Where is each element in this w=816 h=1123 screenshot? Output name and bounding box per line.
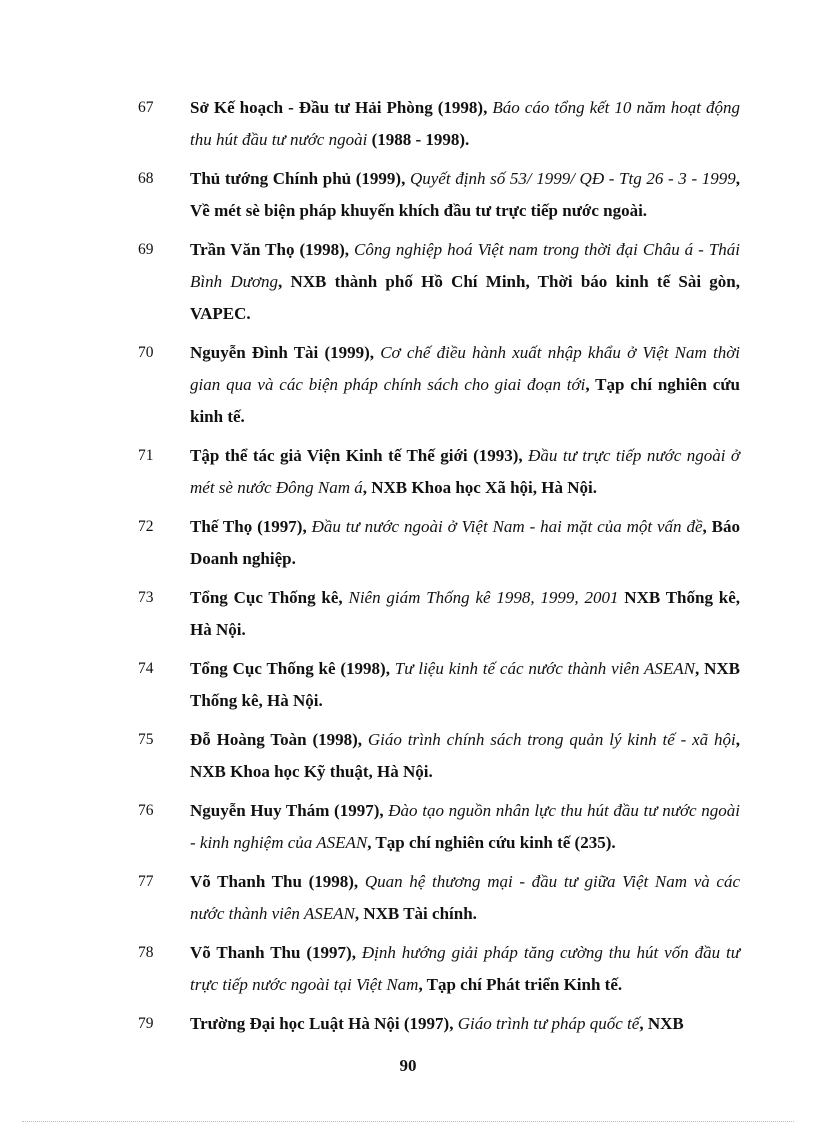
reference-text: [190, 724, 740, 788]
reference-item: [138, 582, 740, 646]
reference-item: [138, 866, 740, 930]
reference-number: 67: [138, 99, 154, 116]
page-number: 90: [399, 1056, 417, 1075]
reference-title: Tư liệu kinh tế các nước thành viên ASEAN: [394, 659, 695, 678]
reference-publisher: , Tạp chí Phát triển Kinh tế.: [418, 975, 623, 994]
reference-title: Công nghiệp hoá Việt nam trong thời đại Châu á - Thái Bình Dương: [190, 240, 740, 291]
reference-text: [190, 795, 740, 859]
reference-publisher: , NXB Khoa học Xã hội, Hà Nội.: [362, 478, 597, 497]
reference-title: Đầu tư trực tiếp nước ngoài ở mét sè nước Đông Nam á: [190, 446, 740, 497]
reference-number: 75: [138, 731, 154, 748]
reference-item: [138, 163, 740, 227]
reference-publisher: , NXB Khoa học Kỹ thuật, Hà Nội.: [190, 730, 741, 781]
reference-number: 70: [138, 344, 154, 361]
reference-number: 71: [138, 447, 154, 464]
reference-text: [190, 653, 740, 717]
reference-text: [190, 337, 740, 433]
reference-item: [138, 234, 740, 330]
reference-text: [190, 163, 740, 227]
reference-number: 69: [138, 241, 154, 258]
reference-author: Sở Kế hoạch - Đầu tư Hải Phòng (1998),: [190, 98, 493, 117]
reference-publisher: , Tạp chí nghiên cứu kinh tế.: [190, 375, 740, 426]
reference-number: 78: [138, 944, 154, 961]
reference-title: Định hướng giải pháp tăng cường thu hút vốn đầu tư trực tiếp nước ngoài tại Việt Nam: [190, 943, 740, 994]
reference-author: Võ Thanh Thu (1998),: [190, 872, 365, 891]
reference-item: [138, 1008, 740, 1040]
reference-author: Tập thể tác giả Viện Kinh tế Thế giới (1993),: [190, 446, 529, 465]
reference-author: Thế Thọ (1997),: [190, 517, 312, 536]
reference-title: Giáo trình chính sách trong quản lý kinh tế - xã hội: [367, 730, 736, 749]
reference-number: 68: [138, 170, 154, 187]
reference-text: [190, 511, 740, 575]
reference-title: Báo cáo tổng kết 10 năm hoạt động thu hút đầu tư nước ngoài: [190, 98, 740, 149]
reference-item: [138, 337, 740, 433]
reference-item: [138, 440, 740, 504]
reference-title: Quyết định số 53/ 1999/ QĐ - Ttg 26 - 3 - 1999: [409, 169, 736, 188]
reference-publisher: , NXB: [639, 1014, 684, 1033]
reference-number: 76: [138, 802, 154, 819]
reference-publisher: , Tạp chí nghiên cứu kinh tế (235).: [367, 833, 616, 852]
reference-title: Giáo trình tư pháp quốc tế: [457, 1014, 640, 1033]
reference-number: 79: [138, 1015, 154, 1032]
reference-title: Quan hệ thương mại - đầu tư giữa Việt Nam và các nước thành viên ASEAN: [190, 872, 740, 923]
reference-number: 73: [138, 589, 154, 606]
reference-text: [190, 1008, 740, 1040]
reference-author: Đỗ Hoàng Toàn (1998),: [190, 730, 368, 749]
reference-text: [190, 440, 740, 504]
reference-author: Nguyễn Huy Thám (1997),: [190, 801, 389, 820]
reference-author: Trường Đại học Luật Hà Nội (1997),: [190, 1014, 458, 1033]
reference-number: 77: [138, 873, 154, 890]
reference-author: Tổng Cục Thống kê,: [190, 588, 349, 607]
reference-title: Cơ chế điều hành xuất nhập khẩu ở Việt Nam thời gian qua và các biện pháp chính sách cho giai đoạn tới: [190, 343, 740, 394]
reference-item: [138, 653, 740, 717]
reference-text: [190, 92, 740, 156]
reference-publisher: (1988 - 1998).: [367, 130, 470, 149]
reference-list: [138, 92, 740, 1047]
reference-author: Trần Văn Thọ (1998),: [190, 240, 355, 259]
reference-author: Tổng Cục Thống kê (1998),: [190, 659, 395, 678]
reference-author: Thủ tướng Chính phủ (1999),: [190, 169, 410, 188]
reference-author: Võ Thanh Thu (1997),: [190, 943, 362, 962]
reference-publisher: , Báo Doanh nghiệp.: [190, 517, 741, 568]
reference-number: 74: [138, 660, 154, 677]
reference-publisher: , NXB thành phố Hồ Chí Minh, Thời báo kinh tế Sài gòn, VAPEC.: [190, 272, 741, 323]
reference-publisher: , Về mét sè biện pháp khuyến khích đầu tư trực tiếp nước ngoài.: [190, 169, 741, 220]
reference-publisher: , NXB Thống kê, Hà Nội.: [190, 659, 740, 710]
reference-text: [190, 937, 740, 1001]
reference-publisher: , NXB Tài chính.: [354, 904, 477, 923]
reference-item: [138, 937, 740, 1001]
reference-text: [190, 866, 740, 930]
reference-text: [190, 582, 740, 646]
reference-author: Nguyễn Đình Tài (1999),: [190, 343, 381, 362]
reference-item: [138, 724, 740, 788]
reference-item: [138, 511, 740, 575]
reference-title: Niên giám Thống kê 1998, 1999, 2001: [348, 588, 619, 607]
reference-publisher: NXB Thống kê, Hà Nội.: [190, 588, 741, 639]
reference-item: [138, 92, 740, 156]
page-bottom-rule: [22, 1121, 794, 1122]
reference-item: [138, 795, 740, 859]
reference-title: Đào tạo nguồn nhân lực thu hút đầu tư nước ngoài - kinh nghiệm của ASEAN: [190, 801, 740, 852]
reference-number: 72: [138, 518, 154, 535]
reference-text: [190, 234, 740, 330]
reference-title: Đầu tư nước ngoài ở Việt Nam - hai mặt của một vấn đề: [311, 517, 703, 536]
